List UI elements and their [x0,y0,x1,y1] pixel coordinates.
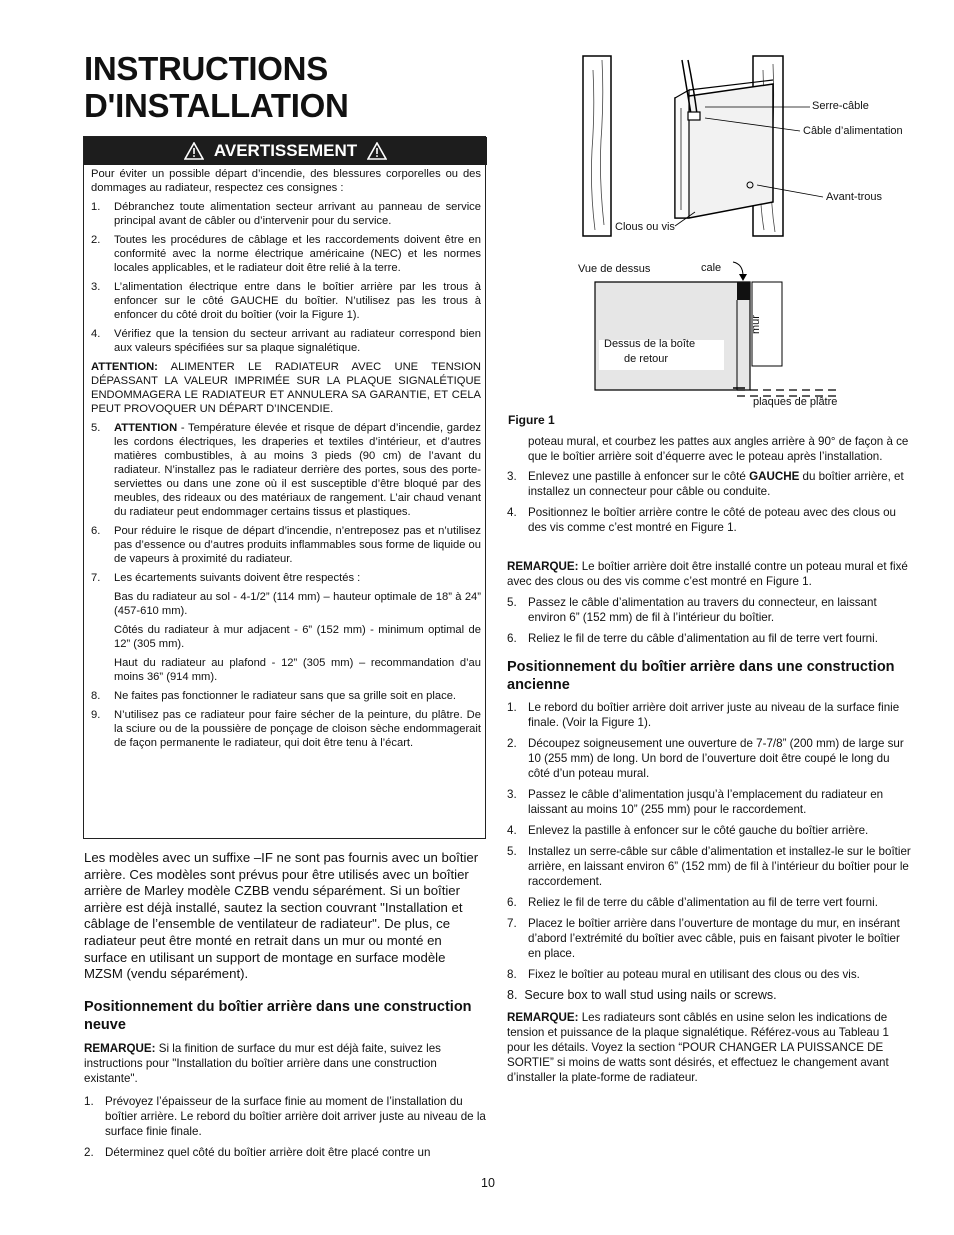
warning-heading: AVERTISSEMENT [213,141,358,160]
item-text: N’utilisez pas ce radiateur pour faire sécher de la peinture, du plâtre. De la sciure ou de la poussière de ponçage de cloison sèche endommagerait de façon permanente le radiateur, qui doit être tenu à l’écart. [114,709,481,749]
list-item [507,469,912,499]
item-number: 8. [91,690,101,702]
item-label: ATTENTION [114,422,178,434]
title-line-1: INSTRUCTIONS [84,50,328,87]
figure-caption: Figure 1 [508,413,555,427]
item-number: 9. [91,709,101,721]
list-item [507,505,912,535]
list-item [507,595,912,625]
remark-text: Le boîtier arrière doit être installé contre un poteau mural et fixé avec des clous ou des vis comme c’est montré en Figure 1. [507,560,908,588]
box-top-view [595,282,750,390]
item-text: Toutes les procédures de câblage et les raccordements doivent être en conformité avec la norme électrique américaine (NEC) et les normes locales applicables, et le radiateur doit être relié à la terre. [114,234,481,274]
item-text: Fixez le boîtier au poteau mural en utilisant des clous ou des vis. [528,968,860,981]
item-text: Passez le câble d’alimentation jusqu’à l’emplacement du radiateur en laissant au moins 10” (255 mm) pour le raccordement. [528,788,884,816]
item-text: Enlevez la pastille à enfoncer sur le côté gauche du boîtier arrière. [528,824,869,837]
item-text: Placez le boîtier arrière dans l’ouverture de montage du mur, en insérant d’abord l’extrémité du boîtier avec câble, puis en faisant pivoter le boîtier en place. [528,917,900,960]
title-line-2: D'INSTALLATION [84,87,349,124]
remark-note [84,1041,487,1086]
list-item [507,736,912,781]
item-number: 7. [91,572,101,584]
item-text: Installez un serre-câble sur câble d’alimentation et installez-le sur le boîtier arrière, en laissant environ 6” (152 mm) de fil à l’intérieur du boîtier pour le raccordement. [528,845,911,888]
list-item [91,200,481,228]
item-text: Reliez le fil de terre du câble d’alimentation au fil de terre vert fourni. [528,896,878,909]
item-number: 5. [507,845,517,858]
item-number: 2. [91,234,101,246]
warning-triangle-icon [184,142,204,160]
item-number: 8. [507,968,517,981]
list-item-english: 8. Secure box to wall stud using nails or screws. [507,988,777,1002]
item-number: 6. [91,525,101,537]
item-text: Découpez soigneusement une ouverture de 7-7/8” (200 mm) de large sur 10 (255 mm) de long. Un bord de l’ouverture doit être coupé le long du côté d’un poteau mural. [528,737,904,780]
item-text: - Température élevée et risque de départ d’incendie, gardez les cordons électriques, les draperies et textiles d’intérieur, et d’autres matières combustibles, à au moins 3 pieds (90 cm) de l’avant du radiateur. N’installez pas le radiateur derrière des portes, sous des porte-serviettes ou dans une zone où il est susceptible d’être bloqué par des meubles, des rideaux ou des matériaux de rangement. L’air chaud venant du radiateur peut endommager certains tissus et plastiques. [114,422,481,518]
list-item [91,421,481,519]
list-item [507,631,912,646]
wall-stud [583,56,611,236]
remark-note [507,1010,912,1085]
label-top-view: Vue de dessus [578,263,651,275]
page-title [84,50,484,124]
list-item [507,916,912,961]
warning-triangle-icon [367,142,387,160]
warning-box [83,136,486,839]
attention-label: ATTENTION: [91,361,158,373]
warning-body [91,167,481,755]
list-item [507,967,912,982]
item-number: 5. [507,596,517,609]
warning-header [84,137,487,165]
list-item [91,233,481,275]
item-text: Déterminez quel côté du boîtier arrière doit être placé contre un [105,1146,431,1159]
continued-item-text: poteau mural, et courbez les pattes aux angles arrière à 90° de façon à ce que le boîtier arrière soit d’équerre avec le poteau après l’installation. [528,435,909,463]
cable-clamp [688,112,700,120]
list-item [507,823,912,838]
shim [737,282,750,300]
page-number: 10 [481,1176,495,1190]
remark-label: REMARQUE: [507,560,579,573]
item-text-pre: Enlevez une pastille à enfoncer sur le côté [528,470,750,483]
remark-label: REMARQUE: [507,1011,579,1024]
item-text: Les écartements suivants doivent être respectés : [114,572,361,584]
item-number: 6. [507,896,517,909]
remark-note [507,559,912,589]
item-text: L’alimentation électrique entre dans le boîtier arrière par les trous à enfoncer sur le côté GAUCHE du boîtier. N’utilisez pas les trous à enfoncer du côté droit du boîtier (voir la Figure 1). [114,281,481,321]
attention-note [91,360,481,416]
list-item [91,571,481,585]
clearance-ceiling: Haut du radiateur au plafond - 12” (305 mm) – recommandation d’au moins 36” (914 mm). [114,657,481,683]
item-text: Pour réduire le risque de départ d’incendie, n’entreposez pas et n’utilisez pas d’essence ou d’autres produits inflammables sous forme de liquide ou de vapeurs à proximité du radiateur. [114,525,481,565]
item-text-bold: GAUCHE [749,470,800,483]
item-text: Ne faites pas fonctionner le radiateur sans que sa grille soit en place. [114,690,457,702]
item-number: 4. [507,824,517,837]
right-column [507,434,912,1085]
item-number: 6. [507,632,517,645]
item-text-post: du boîtier arrière, et installez un connecteur pour câble ou conduite. [528,470,904,498]
item-text: Vérifiez que la tension du secteur arrivant au radiateur correspond bien aux valeurs spécifiées sur sa plaque signalétique. [114,328,481,354]
list-item [84,1145,487,1160]
list-item [91,280,481,322]
remark-text: Les radiateurs sont câblés en usine selon les indications de tension et puissance de la plaque signalétique. Référez-vous au Tableau 1 pour les détails. Voyez la section “POUR CHANGER LA PUISSANCE DE SORTIE” si moins de watts sont désirés, et effectuez le changement avant d’installer la plate-forme de radiateur. [507,1011,889,1084]
list-item [507,895,912,910]
item-number: 7. [507,917,517,930]
item-number: 2. [507,737,517,750]
item-number: 3. [91,281,101,293]
clearance-side: Côtés du radiateur à mur adjacent - 6” (152 mm) - minimum optimal de 12” (305 mm). [114,624,481,650]
clearance-floor: Bas du radiateur au sol - 4-1/2” (114 mm) – hauteur optimale de 18” à 24” (457-610 mm). [114,591,481,617]
item-text: Débranchez toute alimentation secteur arrivant au panneau de service principal avant de câbler ou d’intervenir pour du service. [114,201,481,227]
section-heading: Positionnement du boîtier arrière dans une construction ancienne [507,659,895,693]
item-text: Positionnez le boîtier arrière contre le côté de poteau avec des clous ou des vis comme c’est montré en Figure 1. [528,506,896,534]
item-number: 1. [91,201,101,213]
list-item [91,327,481,355]
item-text: Le rebord du boîtier arrière doit arriver juste au niveau de la surface finie finale. (Voir la Figure 1). [528,701,900,729]
item-number: 1. [84,1095,94,1108]
label-drywall: plaques de plâtre [753,396,838,408]
item-number: 1. [507,701,517,714]
label-cable-clamp: Serre-câble [812,100,869,112]
label-box-top-1: Dessus de la boîte [604,338,696,350]
label-wall: mur [750,315,762,334]
label-box-top-2: de retour [624,353,669,365]
list-item [84,1094,487,1139]
attention-text: ALIMENTER LE RADIATEUR AVEC UNE TENSION DÉPASSANT LA VALEUR IMPRIMÉE SUR LA PLAQUE SIGNALÉTIQUE ENDOMMAGERA LE RADIATEUR ET ANNULERA SA GARANTIE, ET CELA PEUT PROVOQUER UN DÉPART D’INCENDIE. [91,361,481,415]
list-item [91,708,481,750]
label-knockouts: Avant-trous [826,191,883,203]
label-nails: Clous ou vis [615,221,675,233]
intro-paragraph: Les modèles avec un suffixe –IF ne sont pas fournis avec un boîtier arrière. Ces modèles sont prévus pour être utilisés avec un boîtier arrière de Marley modèle CZBB vendu séparément. Si un boîtier arrière est déjà installé, sautez la section couvrant "Installation et câblage de l’ensemble de ventilateur de radiateur". De plus, ce radiateur peut être monté en retrait dans un mur ou monté en surface en utilisant un support de montage en surface modèle MZSM (vendu séparément). [84,850,479,982]
new-construction-section [84,998,487,1166]
item-number: 3. [507,470,517,483]
item-text: Prévoyez l’épaisseur de la surface finie au moment de l’installation du boîtier arrière. Le rebord du boîtier arrière doit arriver juste au niveau de la surface finie finale. [105,1095,486,1138]
label-shim: cale [701,262,722,274]
list-item [91,689,481,703]
section-heading: Positionnement du boîtier arrière dans une construction neuve [84,999,472,1033]
list-item [507,700,912,730]
list-item [507,844,912,889]
item-number: 2. [84,1146,94,1159]
list-item [91,524,481,566]
item-number: 3. [507,788,517,801]
item-number: 5. [91,422,101,434]
list-item [507,787,912,817]
item-text: Passez le câble d’alimentation au travers du connecteur, en laissant environ 6” (152 mm) de fil à l’intérieur du boîtier. [528,596,877,624]
remark-text: Si la finition de surface du mur est déjà faite, suivez les instructions pour "Installation du boîtier arrière dans une construction existante". [84,1042,441,1085]
label-power-cable: Câble d’alimentation [803,125,903,137]
item-text: Reliez le fil de terre du câble d’alimentation au fil de terre vert fourni. [528,632,878,645]
item-number: 4. [507,506,517,519]
warning-intro: Pour éviter un possible départ d’incendie, des blessures corporelles ou des dommages au radiateur, respectez ces consignes : [91,168,481,194]
item-number: 4. [91,328,101,340]
remark-label: REMARQUE: [84,1042,156,1055]
